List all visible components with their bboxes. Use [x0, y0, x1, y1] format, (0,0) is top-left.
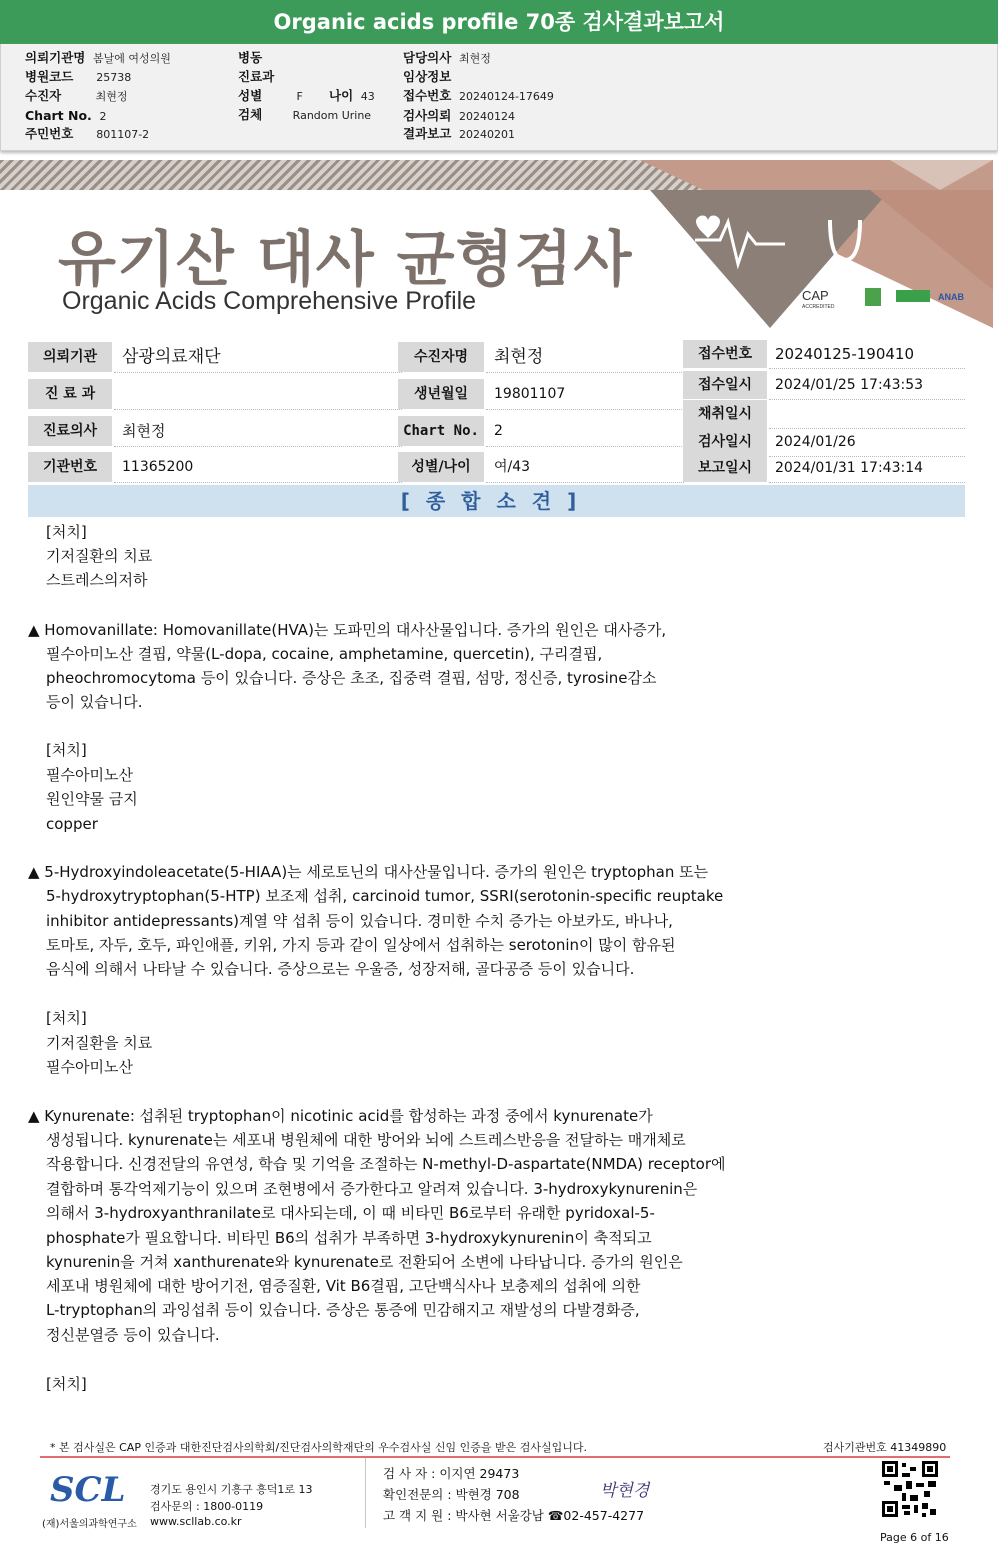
body-line: ▲ Kynurenate: 섭취된 tryptophan이 nicotinic acid를 합성하는 과정 중에서 kynurenate가: [28, 1107, 653, 1125]
body-line: copper: [46, 815, 98, 833]
header-field: 진료과: [238, 69, 275, 84]
header-field: 병원코드 25738: [25, 69, 132, 84]
receipt-no-value: 20240125-190410: [769, 340, 965, 369]
footer-confirmer: 확인전문의 : 박현경 708: [383, 1487, 520, 1502]
patient-value: 최현정: [486, 342, 684, 373]
body-line: [처치]: [46, 1375, 87, 1393]
body-line: [처치]: [46, 523, 87, 541]
patient-label: 수진자명: [398, 342, 484, 372]
dob-value: 19801107: [486, 379, 684, 410]
body-line: 등이 있습니다.: [46, 693, 143, 711]
footer-address: 경기도 용인시 기흥구 흥덕1로 13: [150, 1483, 313, 1496]
body-line: [처치]: [46, 741, 87, 759]
body-line: kynurenin을 거쳐 xanthurenate와 kynurenate로 전환되어 소변에 나타납니다. 증가의 원인은: [46, 1253, 683, 1271]
body-line: 스트레스의저하: [46, 571, 148, 589]
header-field: 검체 Random Urine: [238, 107, 372, 122]
receipt-dt-label: 접수일시: [683, 371, 767, 399]
body-line: 필수아미노산: [46, 1058, 133, 1076]
body-line: 생성됩니다. kynurenate는 세포내 병원체에 대한 방어와 뇌에 스트레스반응을 전달하는 매개체로: [46, 1131, 686, 1149]
body-line: 원인약물 금지: [46, 790, 138, 808]
footer-tester: 검 사 자 : 이지연 29473: [383, 1466, 520, 1481]
header-field: 의뢰기관명 봄날에 여성의원: [25, 50, 171, 65]
body-line: [처치]: [46, 1009, 87, 1027]
banner-graphic: [640, 160, 993, 328]
body-line: 토마토, 자두, 호두, 파인애플, 키위, 가지 등과 같이 일상에서 섭취하는 serotonin이 많이 함유된: [46, 936, 676, 954]
body-line: 정신분열증 등이 있습니다.: [46, 1326, 220, 1344]
body-line: 5-hydroxytryptophan(5-HTP) 보조제 섭취, carcinoid tumor, SSRI(serotonin-specific reuptake: [46, 887, 724, 905]
header-info-panel: [0, 44, 998, 151]
inst-no-value: 11365200: [114, 452, 402, 483]
cap-logo: CAP: [802, 288, 829, 303]
inst-no-label: 기관번호: [28, 452, 112, 482]
header-field: 성별 F: [238, 88, 303, 103]
scl-logo: SCL: [50, 1470, 126, 1510]
page-number: Page 6 of 16: [880, 1531, 949, 1544]
header-field: 주민번호 801107-2: [25, 126, 150, 141]
doctor-label: 진료의사: [28, 416, 112, 446]
kola-logo: [896, 290, 930, 302]
scl-org-name: (재)서울의과학연구소: [42, 1519, 137, 1530]
header-field: 결과보고 20240201: [403, 126, 515, 141]
header-field: 담당의사 최현정: [403, 50, 491, 65]
body-line: 작용합니다. 신경전달의 유연성, 학습 및 기억을 조절하는 N-methyl-D-aspartate(NMDA) receptor에: [46, 1155, 726, 1173]
report-date-label: 보고일시: [683, 454, 767, 482]
dept-label: 진 료 과: [28, 379, 112, 409]
cap-logo-sub: ACCREDITED: [802, 304, 835, 310]
test-date-value: 2024/01/26: [769, 428, 965, 457]
footer-phone: 검사문의 : 1800-0119: [150, 1500, 264, 1513]
institution-value: 삼광의료재단: [114, 342, 402, 373]
body-line: ▲ Homovanillate: Homovanillate(HVA)는 도파민의 대사산물입니다. 증가의 원인은 대사증가,: [28, 621, 667, 639]
banner-title-english: Organic Acids Comprehensive Profile: [62, 287, 477, 315]
body-line: 결합하며 통각억제기능이 있으며 조현병에서 증가한다고 알려져 있습니다. 3-hydroxykynurenin은: [46, 1180, 698, 1198]
receipt-no-label: 접수번호: [683, 340, 767, 368]
sexage-label: 성별/나이: [398, 452, 484, 482]
body-line: 기저질환의 치료: [46, 547, 153, 565]
body-line: L-tryptophan의 과잉섭취 등이 있습니다. 증상은 통증에 민감해지고 재발성의 다발경화증,: [46, 1301, 640, 1319]
body-line: 의해서 3-hydroxyanthranilate로 대사되는데, 이 때 비타민 B6로부터 유래한 pyridoxal-5-: [46, 1204, 655, 1222]
header-field: 병동: [238, 50, 263, 65]
anab-logo: ANAB: [938, 292, 964, 302]
body-line: phosphate가 필요합니다. 비타민 B6의 섭취가 부족하면 3-hydroxykynurenin이 축적되고: [46, 1229, 652, 1247]
qr-code-icon: [882, 1461, 938, 1517]
header-field: 검사의뢰 20240124: [403, 108, 515, 123]
body-line: inhibitor antidepressants)계열 약 섭취 등이 있습니다. 경미한 수치 증가는 아보카도, 바나나,: [46, 912, 673, 930]
institution-label: 의뢰기관: [28, 342, 112, 372]
doctor-value: 최현정: [114, 416, 402, 447]
footer-support: 고 객 지 원 : 박사현 서울강남 ☎02-457-4277: [383, 1508, 645, 1523]
chart-label: Chart No.: [398, 416, 484, 446]
body-line: ▲ 5-Hydroxyindoleacetate(5-HIAA)는 세로토닌의 대사산물입니다. 증가의 원인은 tryptophan 또는: [28, 863, 709, 881]
collect-label: 채취일시: [683, 400, 767, 428]
collect-value: [769, 400, 965, 429]
body-line: pheochromocytoma 등이 있습니다. 증상은 초조, 집중력 결핍, 섬망, 정신증, tyrosine감소: [46, 669, 657, 687]
report-date-value: 2024/01/31 17:43:14: [769, 454, 965, 483]
header-field: 나이 43: [329, 88, 375, 103]
footer-certification-note: * 본 검사실은 CAP 인증과 대한진단검사의학회/진단검사의학재단의 우수검사실 신임 인증을 받은 검사실입니다.: [50, 1441, 588, 1454]
body-line: 기저질환을 치료: [46, 1034, 153, 1052]
header-field: 접수번호 20240124-17649: [403, 88, 554, 103]
header-field: Chart No. 2: [25, 108, 107, 123]
signature: 박현경: [600, 1481, 650, 1501]
dob-label: 생년월일: [398, 379, 484, 409]
chart-value: 2: [486, 416, 684, 447]
body-line: 음식에 의해서 나타날 수 있습니다. 증상으로는 우울증, 성장저해, 골다공증 등이 있습니다.: [46, 960, 635, 978]
body-line: 필수아미노산 결핍, 약물(L-dopa, cocaine, amphetamine, quercetin), 구리결핍,: [46, 645, 603, 663]
body-line: 세포내 병원체에 대한 방어기전, 염증질환, Vit B6결핍, 고단백식사나 보충제의 섭취에 의한: [46, 1277, 641, 1295]
footer-website[interactable]: www.scllab.co.kr: [150, 1515, 242, 1528]
header-field: 수진자 최현정: [25, 88, 128, 103]
banner-title-korean: 유기산 대사 균형검사: [58, 225, 633, 295]
footer-divider: [40, 1456, 950, 1458]
receipt-dt-value: 2024/01/25 17:43:53: [769, 371, 965, 400]
lmi-logo: [865, 288, 881, 306]
header-field: 임상정보: [403, 69, 452, 84]
report-title: Organic acids profile 70종 검사결과보고서: [0, 0, 998, 44]
footer-divider-vertical: [365, 1458, 366, 1528]
dept-value: [114, 379, 402, 410]
sexage-value: 여/43: [486, 452, 684, 483]
summary-heading: [종합소견]: [28, 485, 965, 517]
test-date-label: 검사일시: [683, 428, 767, 456]
footer-institution-code: 검사기관번호 41349890: [823, 1441, 947, 1454]
patient-info-table: [28, 340, 965, 484]
body-line: 필수아미노산: [46, 766, 133, 784]
